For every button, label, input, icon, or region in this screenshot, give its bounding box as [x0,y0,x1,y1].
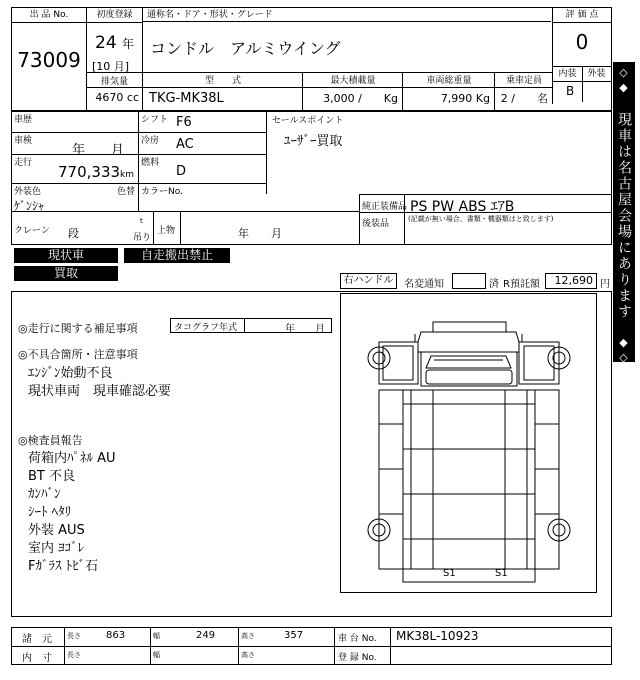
first-reg-month: [10 月] [92,60,130,73]
ac-label: 冷房 [141,136,160,146]
mileage-label: 走行 [14,158,33,168]
crane-t: t [140,217,143,225]
body-value: 年 月 [238,227,282,240]
gross-weight-label: 車両総重量 [402,73,495,87]
ac: AC [176,137,194,152]
crane-hang: 吊り [133,233,152,243]
sales-text: ﾕｰｻﾞｰ買取 [284,134,343,149]
shift: F6 [176,115,192,130]
specs-col-divider-2 [266,111,267,194]
footer-div-3 [238,627,239,665]
equipment-value-divider [404,194,405,245]
equipment-label: 純正装備品 [362,202,408,212]
rhd-box: 右ハンドル [340,273,397,289]
footer-div-1 [64,627,65,665]
equipment-row-mid [359,212,612,213]
footer-mid-line [11,646,612,647]
recycle-fee-label: R預託額 [503,279,540,290]
specs-row-1 [11,132,266,133]
grade-split [553,80,583,102]
max-load: 3,000 / Kg [302,88,402,110]
badge-purchase: 買取 [14,266,118,281]
recycle-yen: 円 [600,279,610,290]
shift-label: シフト [141,115,169,125]
footer-width: 249 [196,630,216,641]
type: TKG-MK38L [142,88,302,110]
model-name: コンドル アルミウイング [150,39,341,58]
color-no-label: 色替 [117,187,136,197]
footer-chassis: MK38L-10923 [396,629,479,643]
footer-inner-label: 内 寸 [22,653,52,664]
crane-value: 段 [68,227,79,240]
capacity: 2 / 名 [494,88,552,110]
tacho-divider [244,318,245,333]
history-label: 車歴 [14,115,33,125]
footer-div-5 [390,627,391,665]
capacity-label: 乗車定員 [494,73,553,87]
color-code-label: カラーNo. [141,187,183,197]
footer-shokei-label: 諸 元 [22,634,52,645]
inspector-item: 外装 AUS [28,523,85,538]
aftermarket-label: 後装品 [362,219,390,229]
defects-title: ◎不具合箇所・注意事項 [18,348,138,361]
ext-color: ｹﾞﾝｼｬ [14,199,45,213]
tacho-label: タコグラフ年式 [174,323,238,333]
grade-label: 評 価 点 [553,8,611,23]
footer-length: 863 [106,630,126,641]
footer-chassis-label: 車 台 No. [338,634,377,644]
badge-current-car: 現状車 [14,248,118,263]
equipment-divider [359,194,360,245]
diagram-mark-s1-left: S1 [443,568,456,579]
body-label: 上物 [157,226,176,236]
lot-no-label: 出 品 No. [12,8,86,23]
diagram-mark-s1-right: S1 [495,568,508,579]
footer-inner-height-label: 高さ [241,651,255,659]
recycle-label: 済 [489,279,499,290]
footer-height-label: 高さ [241,632,255,640]
inspection-label: 車検 [14,136,33,146]
side-banner-bottom: ◆◇ [617,336,630,366]
inspection: 年 月 [72,143,125,158]
footer-inner-width-label: 幅 [153,651,160,659]
driving-title: ◎走行に関する補足事項 [18,322,138,335]
displacement-label: 排気量 [100,77,128,87]
footer-reg-label: 登 録 No. [338,653,377,663]
ext-color-label: 外装色 [14,187,42,197]
crane-divider [153,211,154,244]
damage-diagram [340,293,597,593]
sales-label: セールスポイント [272,116,344,126]
footer-width-label: 幅 [153,632,160,640]
inspector-item: 室内 ﾖｺﾞﾚ [28,541,85,556]
specs-row-2 [11,154,266,155]
inspector-item: 荷箱内ﾊﾟﾈﾙ AU [28,451,116,466]
side-banner-top: ◇◆ [617,66,630,96]
inspector-item: BT 不良 [28,469,75,484]
footer-inner-length-label: 長さ [67,651,81,659]
truck-outline-icon [341,294,596,592]
defect-item: 現状車両 現車確認必要 [28,384,172,399]
recycle-fee: 12,690 [545,273,597,289]
first-reg-year: 24 年 [95,33,135,53]
first-reg-label: 初度登録 [87,8,143,23]
name-change-box [452,273,486,289]
model-name-label: 通称名・ドア・形状・グレード [143,8,551,22]
footer-div-2 [150,627,151,665]
interior-grade: B [566,84,575,98]
tacho-value: 年 月 [285,324,325,335]
lot-no: 73009 [17,48,81,72]
footer-height: 357 [284,630,304,641]
fuel: D [176,164,187,179]
displacement: 4670 cc [95,91,139,104]
specs-col-divider [138,111,139,211]
equipment-row-top [359,194,612,195]
interior-label: 内装 [553,66,583,82]
inspector-item: Fｶﾞﾗｽ ﾄﾋﾞ石 [28,559,99,574]
fuel-label: 燃料 [141,158,160,168]
crane-label: クレーン [14,226,50,236]
badge-no-self-drive: 自走搬出禁止 [124,248,230,263]
specs-row-3 [11,183,266,184]
body-divider [180,211,181,244]
inspector-item: ｶﾝﾊﾞﾝ [28,487,61,502]
grade-value: 0 [575,30,589,54]
inspector-title: ◎検査員報告 [18,434,83,447]
mileage: 770,333km [58,163,135,181]
exterior-label: 外装 [582,66,611,82]
side-banner-text: 現車は名古屋会場にあります [616,112,632,320]
inspector-item: ｼｰﾄ ﾍﾀﾘ [28,505,72,520]
footer-div-4 [334,627,335,665]
specs-row-4 [11,211,359,212]
equipment-value: PS PW ABS ｴｱB [410,199,515,215]
model-name-divider [142,8,143,72]
max-load-label: 最大積載量 [302,73,403,87]
defect-item: ｴﾝｼﾞﾝ始動不良 [28,366,113,381]
name-change-label: 名変通知 [404,279,444,290]
type-label: 型 式 [142,73,303,87]
footer-length-label: 長さ [67,632,81,640]
aftermarket-note: (記載が無い場合、書類・機器類はと致します) [408,215,554,223]
gross-weight: 7,990 Kg [402,88,494,110]
